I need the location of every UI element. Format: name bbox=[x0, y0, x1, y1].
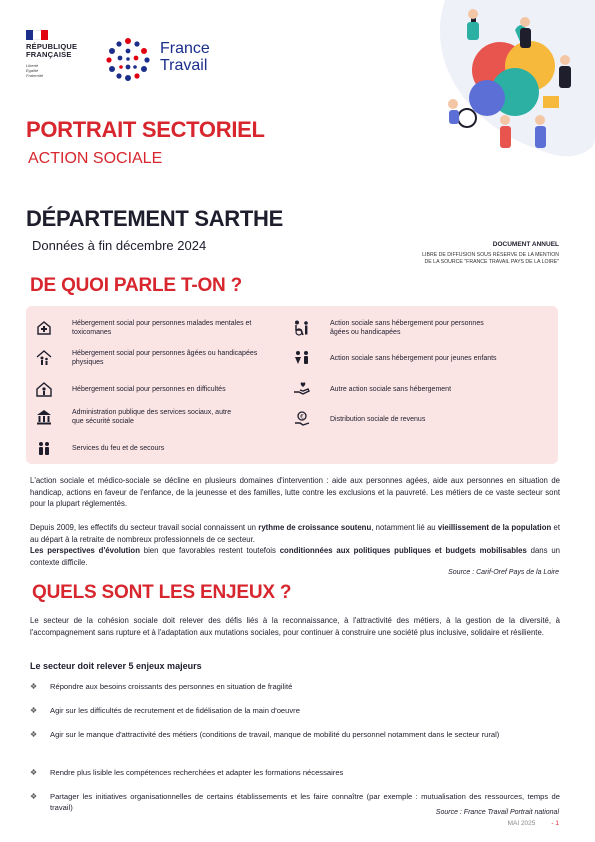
page-footer bbox=[508, 820, 559, 827]
intro-paragraph: L'action sociale et médico-sociale se décline en plusieurs domaines d'intervention : aide aux personnes agées, aide aux personnes en situation de handicap, actions en faveur de l'enfance, de la jeunesse et des familles, lutte contre les exclusions et la pauvreté. Les métiers de ce vaste secteur sont pour la plupart réglementés. bbox=[30, 476, 560, 509]
category-item: Services du feu et de secours bbox=[34, 438, 262, 458]
category-item: Hébergement social pour personnes malades mentales et toxicomanes bbox=[34, 318, 262, 338]
diffusion-notice: LIBRE DE DIFFUSION SOUS RÉSERVE DE LA MENTION DE LA SOURCE "FRANCE TRAVAIL PAYS DE LA LOIRE" bbox=[422, 252, 559, 265]
category-item: Administration publique des services sociaux, autre que sécurité sociale bbox=[34, 407, 237, 427]
category-item: Autre action sociale sans hébergement bbox=[292, 379, 510, 399]
diamond-bullet-icon: ❖ bbox=[30, 682, 38, 691]
fire-rescue-icon bbox=[34, 438, 54, 458]
svg-text:€: € bbox=[300, 413, 304, 421]
growth-paragraph: Depuis 2009, les effectifs du secteur travail social connaissent un rythme de croissance soutenu, notamment lié au vieillissement de la population et au départ à la retraite de nombreux professionnels de ce secteur. Les perspectives d'évolution bien que favorables restent toutefois conditionnées aux politiques publiques et budgets mobilisables dans un contexte difficile. bbox=[30, 523, 561, 567]
challenges-paragraph: Le secteur de la cohésion sociale doit relever des défis liés à la reconnaissance, à l'attractivité des métiers, à la gestion de la diversité, à l'accompagnement sans rupture et à l'adaptation aux mutations sociales, pour continuer à construire une société plus inclusive, solidaire et résiliente. bbox=[30, 616, 560, 637]
challenge-item: ❖ Répondre aux besoins croissants des personnes en situation de fragilité bbox=[30, 682, 293, 691]
category-item: Hébergement social pour personnes âgées ou handicapées physiques bbox=[34, 348, 262, 368]
diamond-bullet-icon: ❖ bbox=[30, 792, 38, 801]
challenge-item: ❖ Agir sur les difficultés de recrutement et de fidélisation de la main d'oeuvre bbox=[30, 706, 300, 715]
section-title-challenges: QUELS SONT LES ENJEUX ? bbox=[32, 582, 292, 603]
source-citation-national: Source : France Travail Portrait national bbox=[435, 809, 559, 816]
page-number: - 1 bbox=[551, 820, 559, 827]
france-travail-logo-icon bbox=[103, 36, 153, 82]
elderly-housing-icon bbox=[34, 348, 54, 368]
diamond-bullet-icon: ❖ bbox=[30, 768, 38, 777]
diamond-bullet-icon: ❖ bbox=[30, 730, 38, 739]
france-travail-wordmark: France Travail bbox=[160, 40, 210, 74]
category-item: Action sociale sans hébergement pour jeunes enfants bbox=[292, 348, 500, 368]
challenge-item: ❖ Agir sur le manque d'attractivité des métiers (conditions de travail, manque de mobilité du personnel notamment dans le secteur rural) bbox=[30, 730, 500, 739]
challenges-heading: Le secteur doit relever 5 enjeux majeurs bbox=[30, 661, 202, 671]
euro-hand-icon bbox=[292, 409, 312, 429]
page-subtitle: ACTION SOCIALE bbox=[28, 150, 163, 167]
helping-hand-icon bbox=[292, 379, 312, 399]
category-item: Hébergement social pour personnes en difficultés bbox=[34, 379, 272, 399]
document-type: DOCUMENT ANNUEL bbox=[492, 241, 559, 248]
french-flag-icon bbox=[26, 30, 48, 40]
challenge-item: ❖ Rendre plus lisible les compétences recherchées et adapter les formations nécessaires bbox=[30, 768, 344, 777]
source-citation: Source : Carif-Oref Pays de la Loire bbox=[448, 569, 559, 576]
social-action-illustration bbox=[405, 0, 595, 162]
wheelchair-icon bbox=[292, 318, 312, 338]
categories-panel bbox=[26, 306, 558, 464]
data-date: Données à fin décembre 2024 bbox=[32, 238, 207, 253]
department-title: DÉPARTEMENT SARTHE bbox=[26, 206, 283, 231]
children-icon bbox=[292, 348, 312, 368]
footer-date: MAI 2025 bbox=[507, 820, 536, 827]
category-item: Action sociale sans hébergement pour personnes âgées ou handicapées bbox=[292, 318, 500, 338]
category-item: € Distribution sociale de revenus bbox=[292, 409, 500, 429]
administration-icon bbox=[34, 407, 54, 427]
challenge-item: ❖ Partager les initiatives organisationnelles de certains établissements et les faire connaître (par exemple : mutualisation des ressources, temps de travail) bbox=[30, 792, 560, 812]
republic-motto: Liberté Égalité Fraternité bbox=[26, 63, 44, 78]
hospital-icon bbox=[34, 318, 54, 338]
section-title-what: DE QUOI PARLE T-ON ? bbox=[30, 275, 243, 296]
page-title: PORTRAIT SECTORIEL bbox=[26, 117, 265, 142]
republique-francaise-logo: RÉPUBLIQUE FRANÇAISE bbox=[26, 42, 78, 59]
diamond-bullet-icon: ❖ bbox=[30, 706, 38, 715]
shelter-icon bbox=[34, 379, 54, 399]
